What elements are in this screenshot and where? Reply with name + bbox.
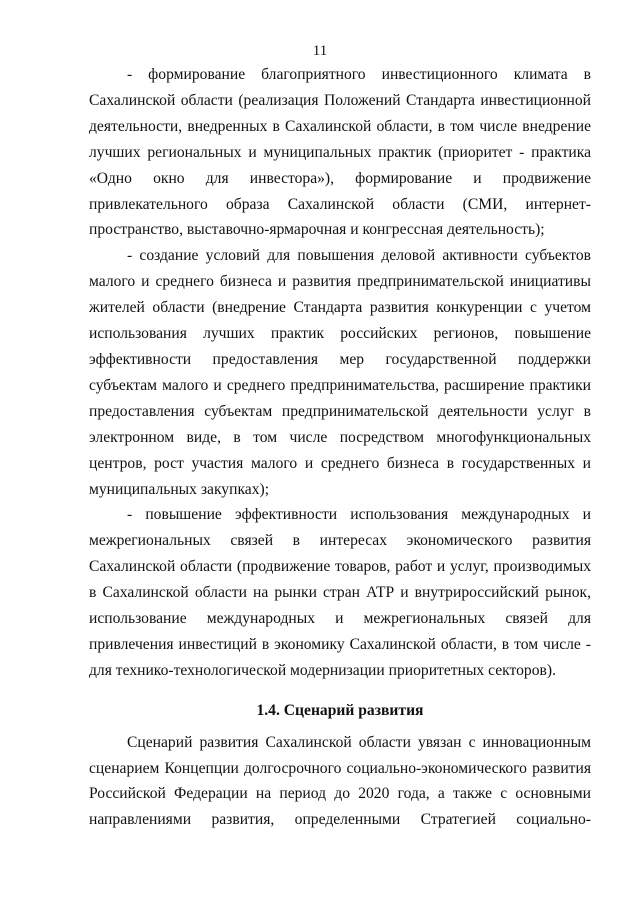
page-number: 11 xyxy=(312,43,328,59)
paragraph-investment-climate: - формирование благоприятного инвестиционного климата в Сахалинской области (реализация Положений Стандарта инвестиционной деятельности, внедренных в Сахалинской области, в том числе внедрение лучших региональных и муниципальных практик (приоритет - практика «Одно окно для инвестора»), формирование и продвижение привлекательного образа Сахалинской области (СМИ, интернет-пространство, выставочно-ярмарочная и конгрессная деятельность); xyxy=(89,66,591,239)
paragraph-small-business: - создание условий для повышения деловой активности субъектов малого и среднего бизнеса и развития предпринимательской инициативы жителей области (внедрение Стандарта развития конкуренции с учетом использования лучших практик российских регионов, повышение эффективности предоставления мер государственной поддержки субъектам малого и среднего предпринимательства, расширение практики предоставления субъектам предпринимательской деятельности услуг в электронном виде, в том числе посредством многофункциональных центров, рост участия малого и среднего бизнеса в государственных и муниципальных закупках); xyxy=(89,247,591,498)
paragraph-international-relations: - повышение эффективности использования международных и межрегиональных связей в интересах экономического развития Сахалинской области (продвижение товаров, работ и услуг, производимых в Сахалинской области на рынки стран АТР и внутрироссийский рынок, использование международных и межрегиональных связей для привлечения инвестиций в экономику Сахалинской области, в том числе - для технико-технологической модернизации приоритетных секторов). xyxy=(89,506,591,679)
paragraph-development-scenario: Сценарий развития Сахалинской области увязан с инновационным сценарием Концепции долгосрочного социально-экономического развития Российской Федерации на период до 2020 года, а также с основными направлениями развития, определенными Стратегией социально- xyxy=(89,733,591,829)
document-body xyxy=(89,62,591,833)
section-heading: 1.4. Сценарий развития xyxy=(256,701,424,719)
